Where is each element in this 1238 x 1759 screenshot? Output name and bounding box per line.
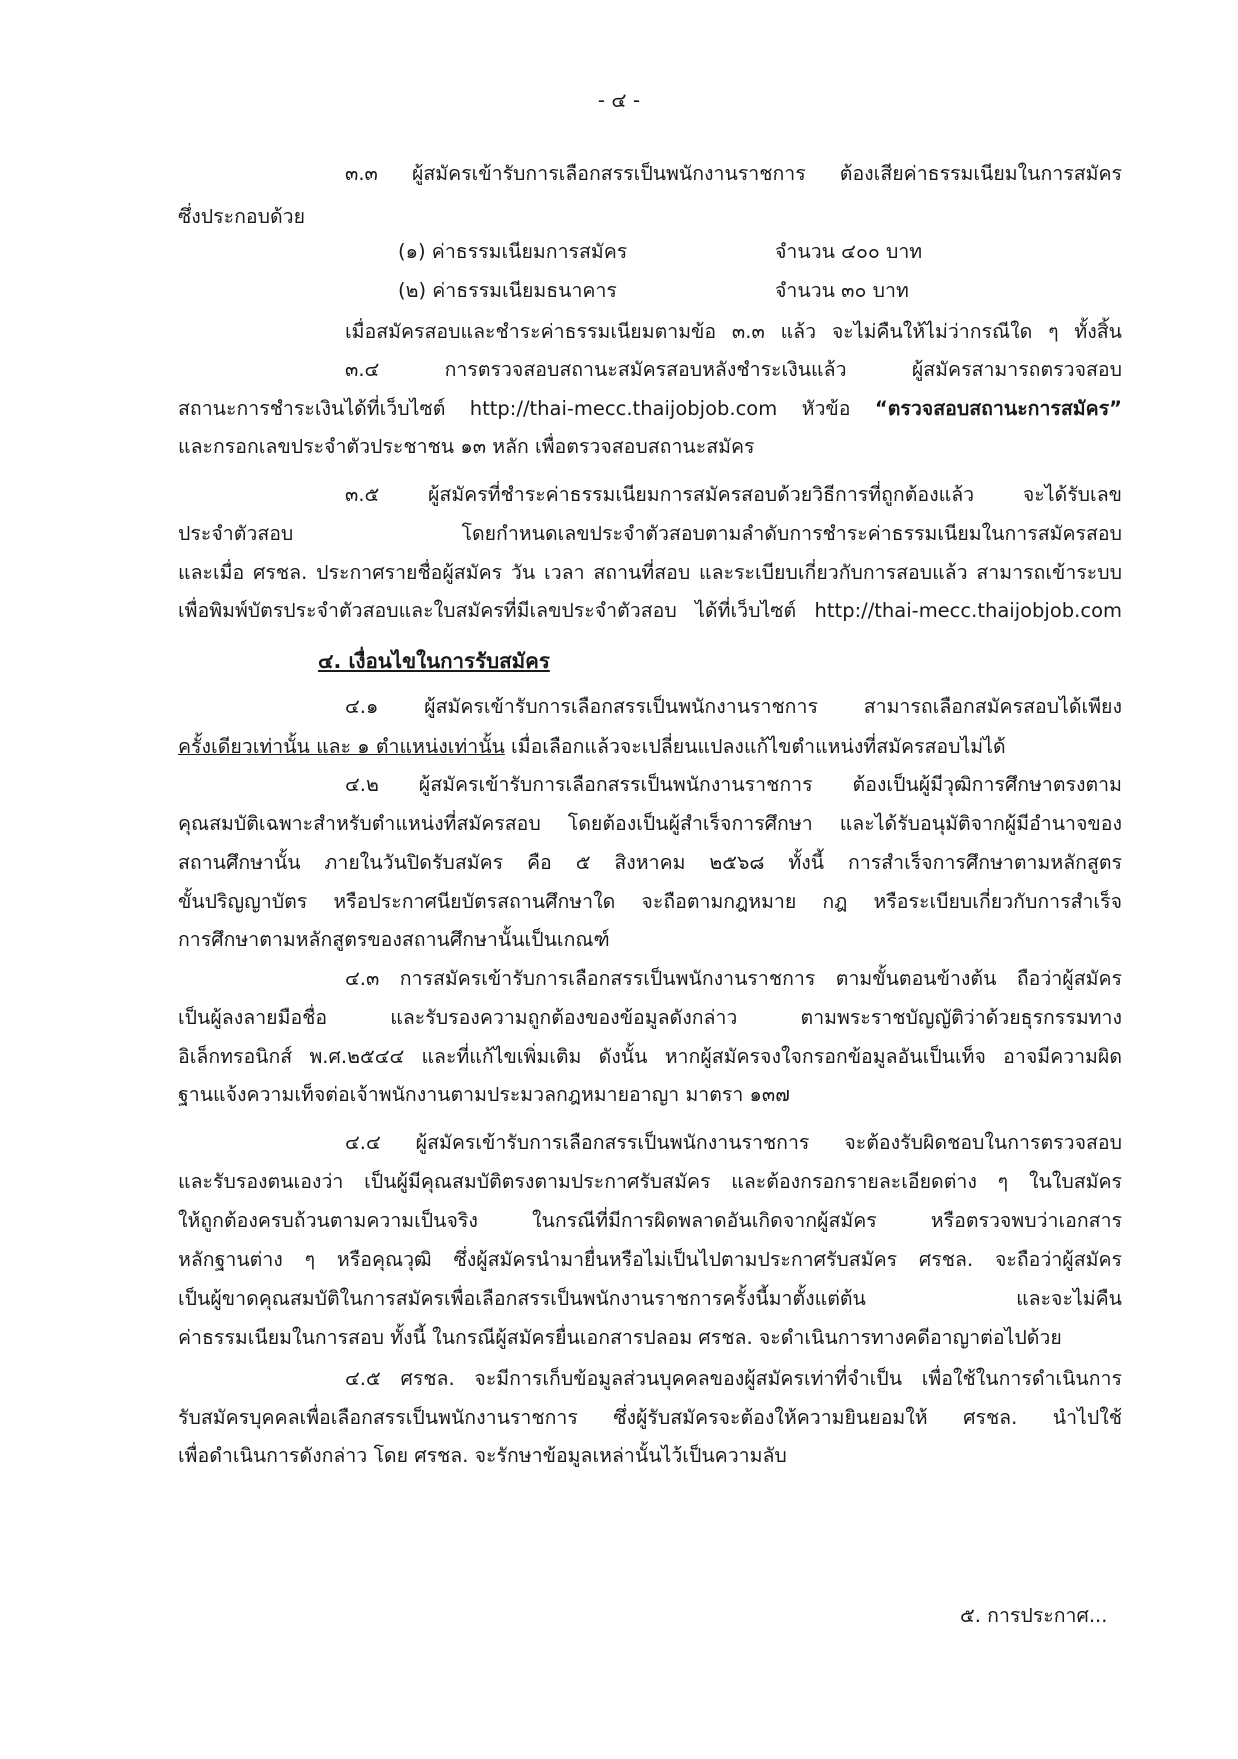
s3-4-line-1: ๓.๔ การตรวจสอบสถานะสมัครสอบหลังชำระเงินแล้ว ผู้สมัครสามารถตรวจสอบ — [345, 358, 1122, 381]
p4-1-line-2 — [178, 731, 1122, 763]
p4-4-line: เป็นผู้ขาดคุณสมบัติในการสมัครเพื่อเลือกสรรเป็นพนักงานราชการครั้งนี้มาตั้งแต่ต้น และจะไม่คืน — [178, 1287, 1122, 1310]
s3-5-line-4: เพื่อพิมพ์บัตรประจำตัวสอบและใบสมัครที่มีเลขประจำตัวสอบ ได้ที่เว็บไซต์ http://thai-mecc.thaijobjob.com — [178, 599, 1122, 622]
p4-2-line: สถานศึกษานั้น ภายในวันปิดรับสมัคร คือ ๕ สิงหาคม ๒๕๖๘ ทั้งนี้ การสำเร็จการศึกษาตามหลักสูตร — [178, 851, 1122, 874]
p4-2-line: คุณสมบัติเฉพาะสำหรับตำแหน่งที่สมัครสอบ โดยต้องเป็นผู้สำเร็จการศึกษา และได้รับอนุมัติจากผู้มีอำนาจของ — [178, 812, 1122, 835]
fee-item-amount: จำนวน ๓๐ บาท — [775, 279, 909, 302]
s3-3-line-1: ๓.๓ ผู้สมัครเข้ารับการเลือกสรรเป็นพนักงานราชการ ต้องเสียค่าธรรมเนียมในการสมัคร — [345, 162, 1122, 185]
p4-5-line: เพื่อดำเนินการดังกล่าว โดย ศรชล. จะรักษาข้อมูลเหล่านั้นไว้เป็นความลับ — [178, 1444, 787, 1467]
continuation-note: ๕. การประกาศ... — [960, 1604, 1108, 1627]
s3-3-note: เมื่อสมัครสอบและชำระค่าธรรมเนียมตามข้อ ๓.๓ แล้ว จะไม่คืนให้ไม่ว่ากรณีใด ๆ ทั้งสิ้น — [345, 320, 1122, 343]
p4-1-line-1: ๔.๑ ผู้สมัครเข้ารับการเลือกสรรเป็นพนักงานราชการ สามารถเลือกสมัครสอบได้เพียง — [345, 695, 1122, 718]
p4-2-line: การศึกษาตามหลักสูตรของสถานศึกษานั้นเป็นเกณฑ์ — [178, 928, 610, 951]
s3-5-line-2: ประจำตัวสอบ โดยกำหนดเลขประจำตัวสอบตามลำดับการชำระค่าธรรมเนียมในการสมัครสอบ — [178, 522, 1122, 545]
s3-4-line-2-text: สถานะการชำระเงินได้ที่เว็บไซต์ http://thai-mecc.thaijobjob.com หัวข้อ — [178, 397, 875, 420]
s3-4-line-3: และกรอกเลขประจำตัวประชาชน ๑๓ หลัก เพื่อตรวจสอบสถานะสมัคร — [178, 435, 755, 458]
status-check-topic: “ตรวจสอบสถานะการสมัคร” — [874, 397, 1122, 420]
p4-3-line: เป็นผู้ลงลายมือชื่อ และรับรองความถูกต้องของข้อมูลดังกล่าว ตามพระราชบัญญัติว่าด้วยธุรกรรมทาง — [178, 1006, 1122, 1029]
p4-4-line: ๔.๔ ผู้สมัครเข้ารับการเลือกสรรเป็นพนักงานราชการ จะต้องรับผิดชอบในการตรวจสอบ — [345, 1131, 1122, 1154]
fee-item-name: (๒) ค่าธรรมเนียมธนาคาร — [398, 279, 617, 302]
p4-3-line: อิเล็กทรอนิกส์ พ.ศ.๒๕๔๔ และที่แก้ไขเพิ่มเติม ดังนั้น หากผู้สมัครจงใจกรอกข้อมูลอันเป็นเท็จ อาจมีความผิด — [178, 1045, 1122, 1068]
p4-3-line: ฐานแจ้งความเท็จต่อเจ้าพนักงานตามประมวลกฎหมายอาญา มาตรา ๑๓๗ — [178, 1083, 790, 1106]
p4-4-line: ค่าธรรมเนียมในการสอบ ทั้งนี้ ในกรณีผู้สมัครยื่นเอกสารปลอม ศรชล. จะดำเนินการทางคดีอาญาต่อไปด้วย — [178, 1326, 1062, 1349]
p4-5-line: รับสมัครบุคคลเพื่อเลือกสรรเป็นพนักงานราชการ ซึ่งผู้รับสมัครจะต้องให้ความยินยอมให้ ศรชล. นำไปใช้ — [178, 1406, 1122, 1429]
s3-5-line-3: และเมื่อ ศรชล. ประกาศรายชื่อผู้สมัคร วัน เวลา สถานที่สอบ และระเบียบเกี่ยวกับการสอบแล้ว สามารถเข้าระบบ — [178, 561, 1122, 584]
s3-4-line-2 — [178, 393, 1122, 425]
s3-5-line-1: ๓.๕ ผู้สมัครที่ชำระค่าธรรมเนียมการสมัครสอบด้วยวิธีการที่ถูกต้องแล้ว จะได้รับเลข — [345, 483, 1122, 506]
p4-4-line: ให้ถูกต้องครบถ้วนตามความเป็นจริง ในกรณีที่มีการผิดพลาดอันเกิดจากผู้สมัคร หรือตรวจพบว่าเอกสาร — [178, 1209, 1122, 1232]
p4-2-line: ขั้นปริญญาบัตร หรือประกาศนียบัตรสถานศึกษาใด จะถือตามกฎหมาย กฎ หรือระเบียบเกี่ยวกับการสำเร็จ — [178, 890, 1122, 913]
p4-4-line: หลักฐานต่าง ๆ หรือคุณวุฒิ ซึ่งผู้สมัครนำมายื่นหรือไม่เป็นไปตามประกาศรับสมัคร ศรชล. จะถือว่าผู้สมัคร — [178, 1248, 1122, 1271]
s3-3-line-2: ซึ่งประกอบด้วย — [178, 205, 306, 228]
page-number: - ๔ - — [597, 88, 641, 112]
p4-5-line: ๔.๕ ศรชล. จะมีการเก็บข้อมูลส่วนบุคคลของผู้สมัครเท่าที่จำเป็น เพื่อใช้ในการดำเนินการ — [345, 1367, 1122, 1390]
section-4-heading: ๔. เงื่อนไขในการรับสมัคร — [318, 649, 550, 673]
p4-1-rest: เมื่อเลือกแล้วจะเปลี่ยนแปลงแก้ไขตำแหน่งที่สมัครสอบไม่ได้ — [504, 735, 1006, 758]
fee-item-amount: จำนวน ๔๐๐ บาท — [775, 240, 923, 263]
p4-3-line: ๔.๓ การสมัครเข้ารับการเลือกสรรเป็นพนักงานราชการ ตามขั้นตอนข้างต้น ถือว่าผู้สมัคร — [345, 967, 1122, 990]
p4-4-line: และรับรองตนเองว่า เป็นผู้มีคุณสมบัติตรงตามประกาศรับสมัคร และต้องกรอกรายละเอียดต่าง ๆ ในใบสมัคร — [178, 1170, 1122, 1193]
p4-2-line: ๔.๒ ผู้สมัครเข้ารับการเลือกสรรเป็นพนักงานราชการ ต้องเป็นผู้มีวุฒิการศึกษาตรงตาม — [345, 773, 1122, 796]
fee-item-name: (๑) ค่าธรรมเนียมการสมัคร — [398, 240, 628, 263]
p4-1-underlined: ครั้งเดียวเท่านั้น และ ๑ ตำแหน่งเท่านั้น — [178, 735, 505, 758]
